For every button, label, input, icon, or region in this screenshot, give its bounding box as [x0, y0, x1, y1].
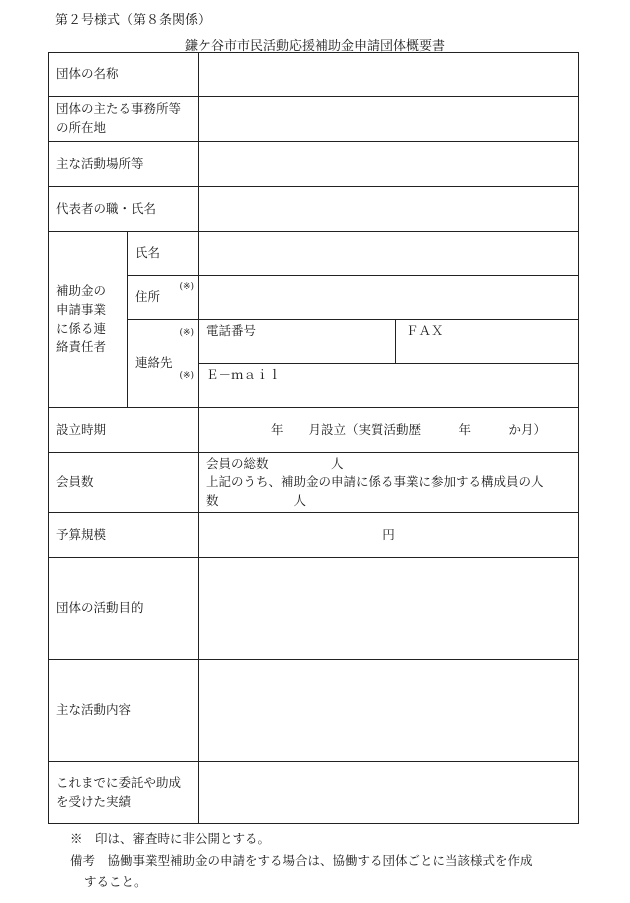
budget-unit: 円: [382, 526, 395, 542]
remark-line1: 備考 協働事業型補助金の申請をする場合は、協働する団体ごとに当該様式を作成: [70, 853, 533, 868]
label-past-grants-line1: これまでに委託や助成: [56, 774, 182, 790]
row-contact-address: [49, 276, 579, 320]
label-office-address-line1: 団体の主たる事務所等: [56, 101, 182, 117]
label-contact-person-line2: 申請事業: [56, 301, 107, 317]
field-past-grants[interactable]: [199, 762, 579, 824]
label-established: 設立時期: [49, 408, 199, 453]
label-contact: 連絡先: [135, 355, 173, 371]
label-members: 会員数: [49, 453, 199, 513]
label-name: 氏名: [128, 232, 199, 276]
row-established: [49, 408, 579, 453]
field-address[interactable]: [199, 276, 579, 320]
row-contact-phone: [49, 320, 579, 364]
members-participating-line2: 数 人: [206, 492, 307, 508]
row-purpose: [49, 558, 579, 660]
label-purpose: 団体の活動目的: [49, 558, 199, 660]
field-fax[interactable]: [396, 320, 579, 364]
members-participating-line1: 上記のうち、補助金の申請に係る事業に参加する構成員の人: [206, 474, 544, 490]
label-contact-person: [49, 232, 128, 408]
label-office-address-line2: の所在地: [56, 120, 107, 135]
field-group-name[interactable]: [199, 53, 579, 97]
established-value: 年 月設立（実質活動歴 年 か月）: [271, 421, 547, 437]
application-form-table: [48, 52, 579, 824]
label-past-grants-line2: を受けた実績: [56, 793, 132, 809]
private-mark-address: (※): [179, 282, 195, 292]
row-representative: [49, 187, 579, 232]
field-activity-place[interactable]: [199, 142, 579, 187]
row-budget: [49, 513, 579, 558]
label-contact-person-line1: 補助金の: [56, 283, 107, 298]
row-activities: [49, 660, 579, 762]
label-activities: 主な活動内容: [49, 660, 199, 762]
label-contact-person-line3: に係る連: [56, 320, 107, 336]
members-total: 会員の総数 人: [206, 456, 344, 472]
label-past-grants: [49, 762, 199, 824]
row-contact-name: [49, 232, 579, 276]
private-mark-phone: (※): [179, 328, 195, 338]
label-office-address: [49, 97, 199, 142]
remark-line2: すること。: [84, 874, 147, 889]
field-email[interactable]: [199, 364, 579, 408]
row-group-name: [49, 53, 579, 97]
field-representative[interactable]: [199, 187, 579, 232]
label-email: Ｅ－ｍａｉｌ: [206, 367, 282, 382]
field-purpose[interactable]: [199, 558, 579, 660]
field-members[interactable]: [199, 453, 579, 513]
label-address-cell: [128, 276, 199, 320]
label-representative: 代表者の職・氏名: [49, 187, 199, 232]
row-past-grants: [49, 762, 579, 824]
label-fax: ＦＡＸ: [406, 323, 444, 338]
row-members: [49, 453, 579, 513]
row-office-address: [49, 97, 579, 142]
private-note: ※ 印は、審査時に非公開とする。: [70, 831, 271, 846]
private-mark-email: (※): [179, 370, 195, 381]
label-group-name: 団体の名称: [49, 53, 199, 97]
field-established[interactable]: [199, 408, 579, 453]
field-office-address[interactable]: [199, 97, 579, 142]
label-phone: 電話番号: [206, 323, 257, 338]
form-number-label: 第２号様式（第８条関係）: [55, 13, 212, 28]
field-activities[interactable]: [199, 660, 579, 762]
field-name[interactable]: [199, 232, 579, 276]
row-activity-place: [49, 142, 579, 187]
label-address: 住所: [135, 289, 161, 305]
field-phone[interactable]: [199, 320, 396, 364]
label-contact-person-line4: 絡責任者: [56, 339, 107, 355]
field-budget[interactable]: [199, 513, 579, 558]
label-contact-cell: [128, 320, 199, 408]
label-activity-place: 主な活動場所等: [49, 142, 199, 187]
document-title: 鎌ケ谷市市民活動応援補助金申請団体概要書: [184, 39, 445, 54]
label-budget: 予算規模: [49, 513, 199, 558]
